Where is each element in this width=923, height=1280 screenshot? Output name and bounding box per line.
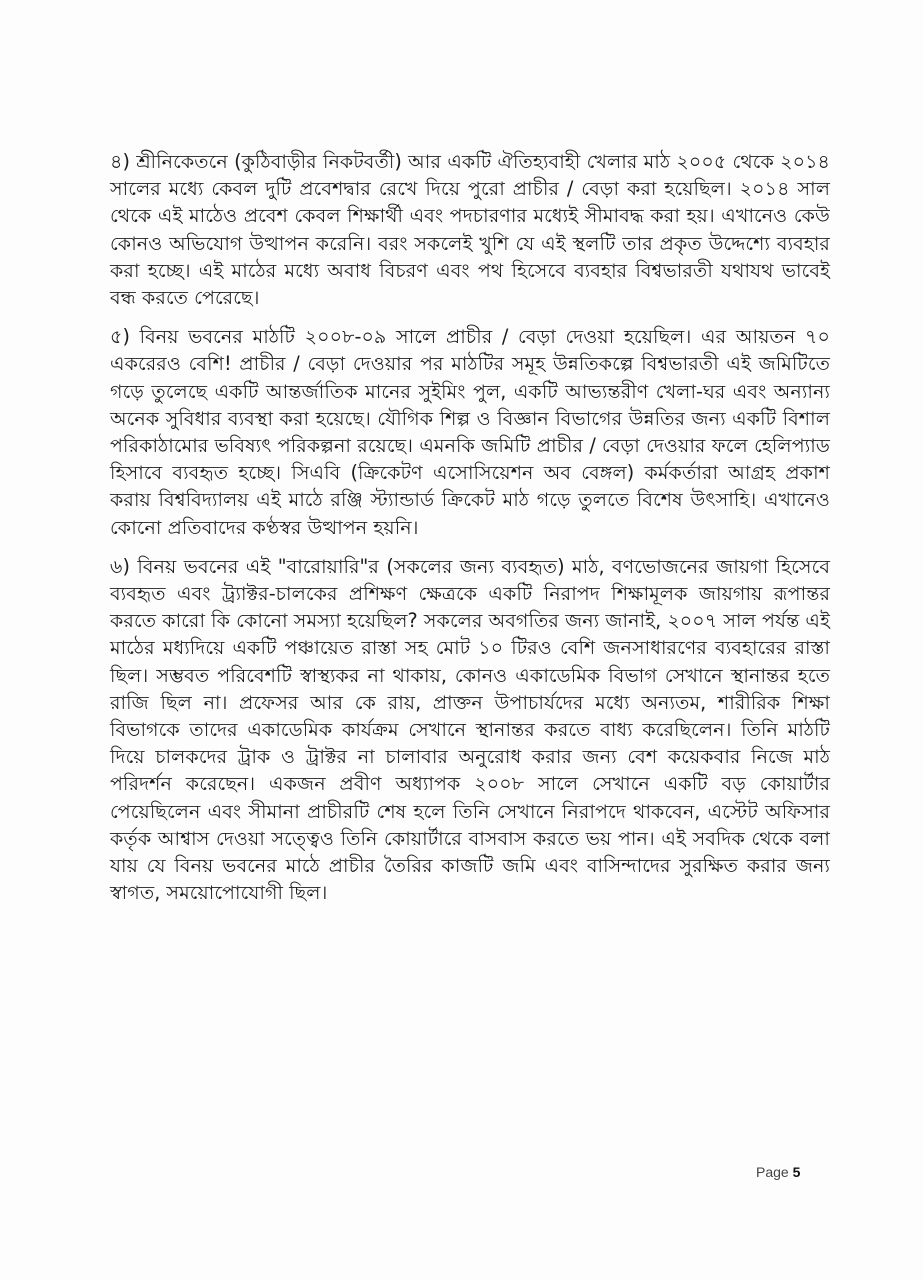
paragraph-text: শ্রীনিকেতনে (কুঠিবাড়ীর নিকটবর্তী) আর একটি ঐতিহ্যবাহী খেলার মাঠ ২০০৫ থেকে ২০১৪ সালের মধ্যে কেবল দুটি প্রবেশদ্বার রেখে দিয়ে পুরো প্রাচীর / বেড়া করা হয়েছিল। ২০১৪ সাল থেকে এই মাঠেও প্রবেশ কেবল শিক্ষার্থী এবং পদচারণার মধ্যেই সীমাবদ্ধ করা হয়। এখানেও কেউ কোনও অভিযোগ উত্থাপন করেনি। বরং সকলেই খুশি যে এই স্থলটি তার প্রকৃত উদ্দেশ্যে ব্যবহার করা হচ্ছে। এই মাঠের মধ্যে অবাধ বিচরণ এবং পথ হিসেবে ব্যবহার বিশ্বভারতী যথাযথ ভাবেই বন্ধ করতে পেরেছে। [110,150,831,310]
paragraph-4 [110,148,830,311]
paragraph-text: বিনয় ভবনের এই "বারোয়ারি"র (সকলের জন্য ব্যবহৃত) মাঠ, বণভোজনের জায়গা হিসেবে ব্যবহৃত এবং ট্র্যাক্টর-চালকের প্রশিক্ষণ ক্ষেত্রকে একটি নিরাপদ শিক্ষামূলক জায়গায় রূপান্তর করতে কারো কি কোনো সমস্যা হয়েছিল? সকলের অবগতির জন্য জানাই, ২০০৭ সাল পর্যন্ত এই মাঠের মধ্যদিয়ে একটি পঞ্চায়েত রাস্তা সহ মোট ১০ টিরও বেশি জনসাধারণের ব্যবহারের রাস্তা ছিল। সম্ভবত পরিবেশটি স্বাস্থ্যকর না থাকায়, কোনও একাডেমিক বিভাগ সেখানে স্থানান্তর হতে রাজি ছিল না। প্রফেসর আর কে রায়, প্রাক্তন উপাচার্যদের মধ্যে অন্যতম, শারীরিক শিক্ষা বিভাগকে তাদের একাডেমিক কার্যক্রম সেখানে স্থানান্তর করতে বাধ্য করেছিলেন। তিনি মাঠটি দিয়ে চালকদের ট্রাক ও ট্রাক্টর না চালাবার অনুরোধ করার জন্য বেশ কয়েকবার নিজে মাঠ পরিদর্শন করেছেন। একজন প্রবীণ অধ্যাপক ২০০৮ সালে সেখানে একটি বড় কোয়ার্টার পেয়েছিলেন এবং সীমানা প্রাচীরটি শেষ হলে তিনি সেখানে নিরাপদে থাকবেন, এস্টেট অফিসার কর্তৃক আশ্বাস দেওয়া সত্ত্বেও তিনি কোয়ার্টারে বাসবাস করতে ভয় পান। এই সবদিক থেকে বলা যায় যে বিনয় ভবনের মাঠে প্রাচীর তৈরির কাজটি জমি এবং বাসিন্দাদের সুরক্ষিত করার জন্য স্বাগত, সময়োপোযোগী ছিল। [110,554,830,905]
document-body [110,148,830,918]
paragraph-number: ৬) [110,554,130,578]
paragraph-number: ৪) [110,150,130,173]
paragraph-number: ৫) [110,325,130,349]
paragraph-5 [110,323,830,541]
paragraph-6 [110,553,830,907]
page-footer [756,1164,800,1180]
paragraph-text: বিনয় ভবনের মাঠটি ২০০৮-০৯ সালে প্রাচীর / বেড়া দেওয়া হয়েছিল। এর আয়তন ৭০ একরেরও বেশি! প্রাচীর / বেড়া দেওয়ার পর মাঠটির সমূহ উন্নতিকল্পে বিশ্বভারতী এই জমিটিতে গড়ে তুলেছে একটি আন্তর্জাতিক মানের সুইমিং পুল, একটি আভ্যন্তরীণ খেলা-ঘর এবং অন্যান্য অনেক সুবিধার ব্যবস্থা করা হয়েছে। যৌগিক শিল্প ও বিজ্ঞান বিভাগের উন্নতির জন্য একটি বিশাল পরিকাঠামোর ভবিষ্যৎ পরিকল্পনা রয়েছে। এমনকি জমিটি প্রাচীর / বেড়া দেওয়ার ফলে হেলিপ্যাড হিসাবে ব্যবহৃত হচ্ছে। সিএবি (ক্রিকেটণ এসোসিয়েশন অব বেঙ্গল) কর্মকর্তারা আগ্রহ প্রকাশ করায় বিশ্ববিদ্যালয় এই মাঠে রঞ্জি স্ট্যান্ডার্ড ক্রিকেট মাঠ গড়ে তুলতে বিশেষ উৎসাহি। এখানেও কোনো প্রতিবাদের কণ্ঠস্বর উত্থাপন হয়নি। [110,325,830,539]
page-label: Page [756,1164,789,1180]
page-number: 5 [792,1164,801,1180]
